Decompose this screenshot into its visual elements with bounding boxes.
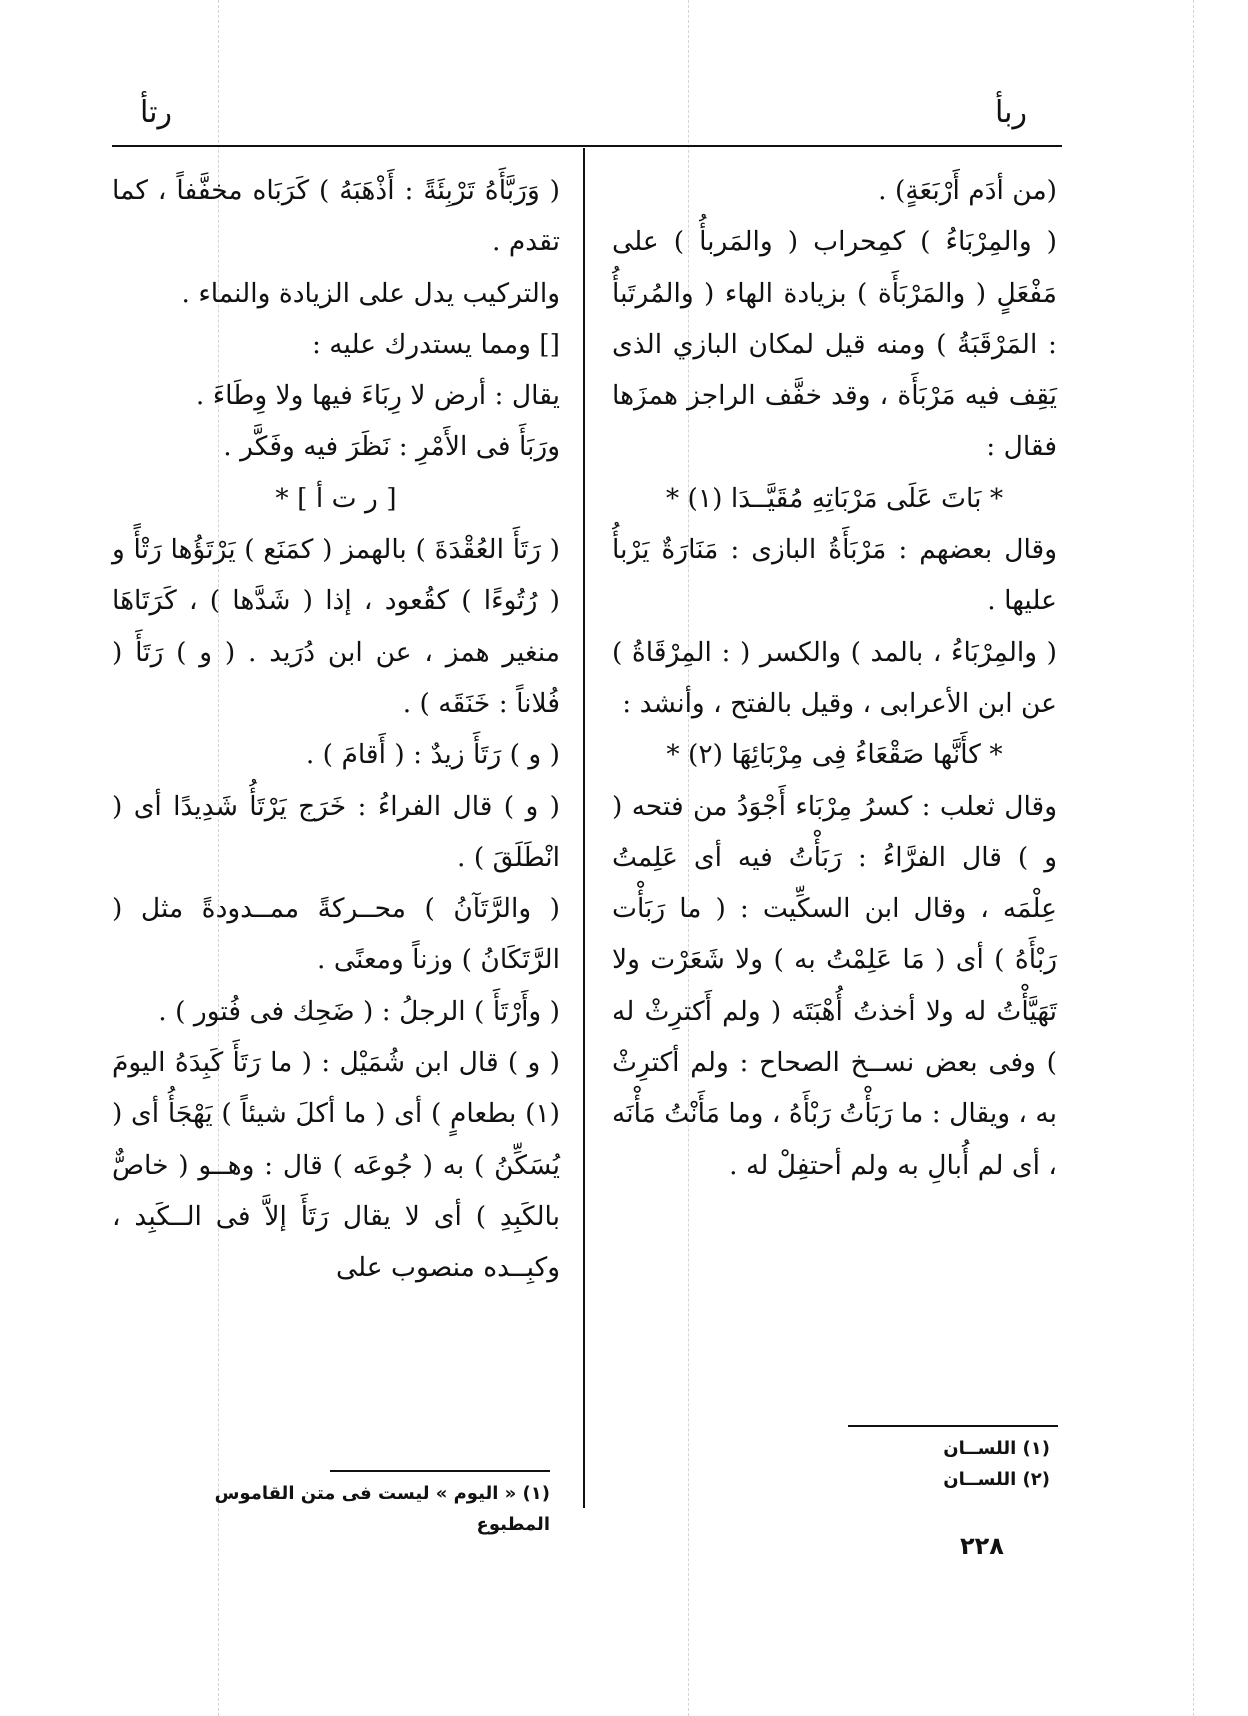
entry-heading: [ ر ت أ ] *	[275, 482, 397, 514]
paragraph: وقال بعضهم : مَرْبَأَةُ البازى : مَنَارَةٌ يَرْبأُ عليها .	[612, 534, 1057, 617]
header-root-right: ربأ	[995, 95, 1027, 130]
verse-line: * بَاتَ عَلَى مَرْبَاتِهِ مُقَيَّــدَا (١) *	[665, 482, 1004, 514]
paragraph: ( وَرَبَّأَهُ تَرْبِئَةً : أَذْهَبَهُ ) كَرَبَاه مخفَّفاً ، كما تقدم .	[112, 175, 560, 258]
footnote: (٢) اللســان	[943, 1469, 1050, 1490]
paragraph: والتركيب يدل على الزيادة والنماء .	[181, 277, 560, 309]
paragraph: ( و ) رَتَأَ زيدٌ : ( أَقامَ ) .	[305, 739, 560, 771]
left-column	[112, 165, 560, 1294]
verse-line: * كأَنَّها صَقْعَاءُ فِى مِرْبَائِهَا (٢) *	[666, 739, 1003, 771]
paragraph: ( و ) قال ابن شُمَيْل : ( ما رَتَأَ كَبِدَهُ اليومَ (١) بطعامٍ ) أى ( ما أكلَ شيئاً ) يَهْجَأُ أى ( يُسَكِّنُ ) به ( جُوعَه ) قال : وهــو ( خاصٌّ بالكَبِدِ ) أى لا يقال رَتَأَ إلاَّ فى الــكَبِد ، وكبِــده منصوب على	[112, 1047, 560, 1284]
header-rule	[112, 145, 1062, 147]
paragraph: ورَبَأَ فى الأَمْرِ : نَظَرَ فيه وفَكَّر .	[223, 431, 560, 463]
paragraph: ( رَتَأَ العُقْدَةَ ) بالهمز ( كمَنَع ) يَرْتَؤُها رَتْأً و ( رُتُوءًا ) كقُعود ، إذا ( شَدَّها ) ، كَرَتَاهَا منغير همز ، عن ابن دُرَيد . ( و ) رَتَأَ ( فُلاناً : خَنَقَه ) .	[112, 534, 560, 719]
paragraph: ( والرَّتَآنُ ) محــركةً ممــدودةً مثل ( الرَّتَكَانُ ) وزناً ومعنًى .	[112, 893, 560, 976]
paragraph: (من أدَم أَرْبَعَةٍ) .	[878, 175, 1057, 206]
paragraph: [] ومما يستدرك عليه :	[311, 328, 560, 360]
scan-fold-line	[1193, 0, 1194, 1716]
footnote-rule	[330, 1470, 550, 1472]
footnote-rule	[848, 1425, 1058, 1427]
footnotes-left	[160, 1478, 550, 1540]
footnotes-right	[840, 1433, 1050, 1495]
paragraph: ( وأَرْتَأَ ) الرجلُ : ( ضَحِك فى فُتور ) .	[158, 995, 560, 1027]
paragraph: ( و ) قال الفراءُ : خَرَج يَرْتَأُ شَدِيدًا أى ( انْطَلَقَ ) .	[112, 790, 560, 873]
paragraph: يقال : أرض لا رِبَاءَ فيها ولا وِطَاءَ .	[195, 380, 560, 412]
header-root-left: رتأ	[140, 95, 172, 130]
page-number: ٢٢٨	[960, 1532, 1004, 1560]
column-divider	[583, 148, 585, 1508]
footnote: (١) اللســان	[943, 1438, 1050, 1459]
paragraph: ( والمِرْبَاءُ ، بالمد ) والكسر ( : المِرْقَاةُ ) عن ابن الأعرابى ، وقيل بالفتح ، وأنشد :	[612, 636, 1057, 719]
paragraph: ( والمِرْبَاءُ ) كمِحراب ( والمَربأُ ) على مَفْعَلٍ ( والمَرْبَأَة ) بزيادة الهاء ( والمُرتَبأُ : المَرْقَبَةُ ) ومنه قيل لمكان البازي الذى يَقِف فيه مَرْبَأَة ، وقد خفَّف الراجز همزَها فقال :	[612, 226, 1057, 463]
right-column	[612, 165, 1057, 1191]
paragraph: وقال ثعلب : كسرُ مِرْبَاء أَجْوَدُ من فتحه ( و ) قال الفرَّاءُ : رَبَأْتُ فيه أى عَلِمتُ عِلْمَه ، وقال ابن السكِّيت : ( ما رَبَأْت رَبْأَهُ ) أى ( مَا عَلِمْتُ به ) ولا شَعَرْت ولا تَهَيَّأْتُ له ولا أخذتُ أُهْبَتَه ( ولم أَكترِثْ له ) وفى بعض نســخ الصحاح : ولم أكترِثْ به ، ويقال : ما رَبَأْتُ رَبْأَهُ ، وما مَأَنْتُ مَأْنَه ، أى لم أُبالِ به ولم أحتفِلْ له .	[612, 790, 1057, 1181]
footnote: (١) « اليوم » ليست فى متن القاموس المطبوع	[214, 1483, 550, 1535]
